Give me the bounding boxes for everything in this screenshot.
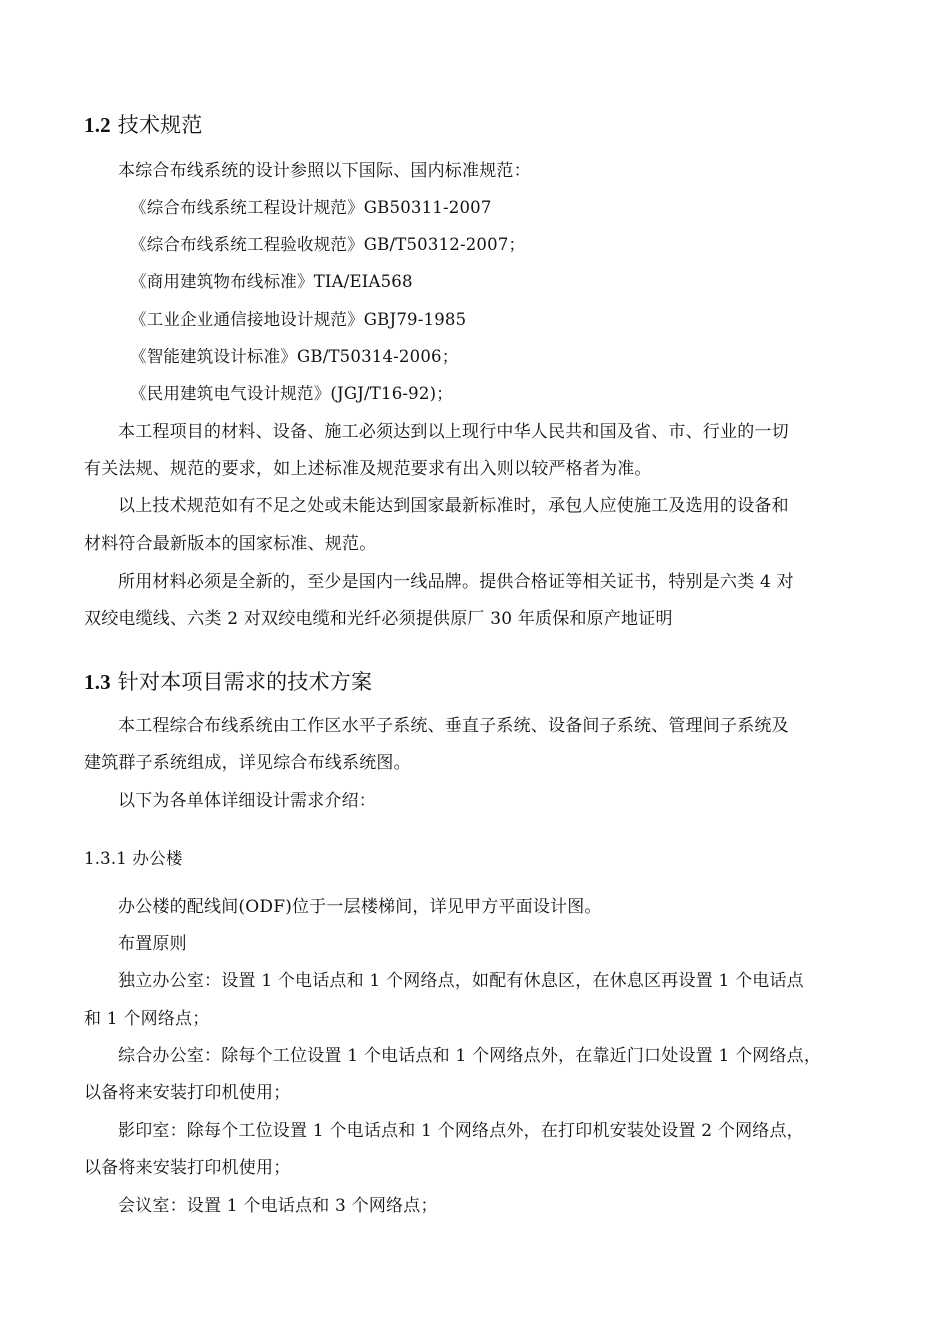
standard-item: 《工业企业通信接地设计规范》GBJ79-1985 — [130, 310, 467, 329]
paragraph-line: 综合办公室：除每个工位设置 1 个电话点和 1 个网络点外，在靠近门口处设置 1 个网络点， — [118, 1046, 822, 1066]
paragraph-line: 本工程项目的材料、设备、施工必须达到以上现行中华人民共和国及省、市、行业的一切 — [118, 422, 789, 442]
standards-intro: 本综合布线系统的设计参照以下国际、国内标准规范： — [118, 161, 531, 181]
heading-number: 1.2 — [84, 113, 111, 137]
paragraph-line: 材料符合最新版本的国家标准、规范。 — [84, 534, 377, 554]
standard-item: 《综合布线系统工程设计规范》GB50311-2007 — [130, 198, 492, 217]
heading-number: 1.3 — [84, 670, 111, 694]
standard-item: 《智能建筑设计标准》GB/T50314-2006； — [130, 347, 459, 366]
paragraph-line: 会议室：设置 1 个电话点和 3 个网络点； — [118, 1196, 438, 1216]
paragraph-line: 双绞电缆线、六类 2 对双绞电缆和光纤必须提供原厂 30 年质保和原产地证明 — [84, 609, 673, 629]
paragraph-line: 以上技术规范如有不足之处或未能达到国家最新标准时，承包人应使施工及选用的设备和 — [118, 496, 789, 516]
paragraph-line: 布置原则 — [118, 934, 187, 954]
paragraph-line: 以下为各单体详细设计需求介绍： — [118, 791, 376, 811]
heading-title: 针对本项目需求的技术方案 — [117, 670, 373, 694]
standard-item: 《民用建筑电气设计规范》(JGJ/T16-92)； — [130, 384, 453, 403]
paragraph-line: 有关法规、规范的要求，如上述标准及规范要求有出入则以较严格者为准。 — [84, 459, 652, 479]
paragraph-line: 影印室：除每个工位设置 1 个电话点和 1 个网络点外，在打印机安装处设置 2 个网络点， — [118, 1121, 804, 1141]
heading-1-3 — [84, 670, 372, 694]
paragraph-line: 独立办公室：设置 1 个电话点和 1 个网络点，如配有休息区，在休息区再设置 1 个电话点 — [118, 971, 804, 991]
paragraph-line: 本工程综合布线系统由工作区水平子系统、垂直子系统、设备间子系统、管理间子系统及 — [118, 716, 789, 736]
standard-item: 《商用建筑物布线标准》TIA/EIA568 — [130, 272, 413, 291]
heading-title: 技术规范 — [117, 113, 203, 137]
standard-item: 《综合布线系统工程验收规范》GB/T50312-2007； — [130, 235, 526, 254]
paragraph-line: 以备将来安装打印机使用； — [84, 1158, 291, 1178]
paragraph-line: 建筑群子系统组成，详见综合布线系统图。 — [84, 753, 411, 773]
paragraph-line: 以备将来安装打印机使用； — [84, 1083, 291, 1103]
paragraph-line: 和 1 个网络点； — [84, 1009, 210, 1029]
paragraph-line: 所用材料必须是全新的，至少是国内一线品牌。提供合格证等相关证书，特别是六类 4 对 — [118, 572, 794, 592]
subheading-1-3-1: 1.3.1 办公楼 — [84, 849, 183, 868]
heading-1-2 — [84, 113, 203, 137]
paragraph-line: 办公楼的配线间(ODF)位于一层楼梯间，详见甲方平面设计图。 — [118, 897, 602, 917]
